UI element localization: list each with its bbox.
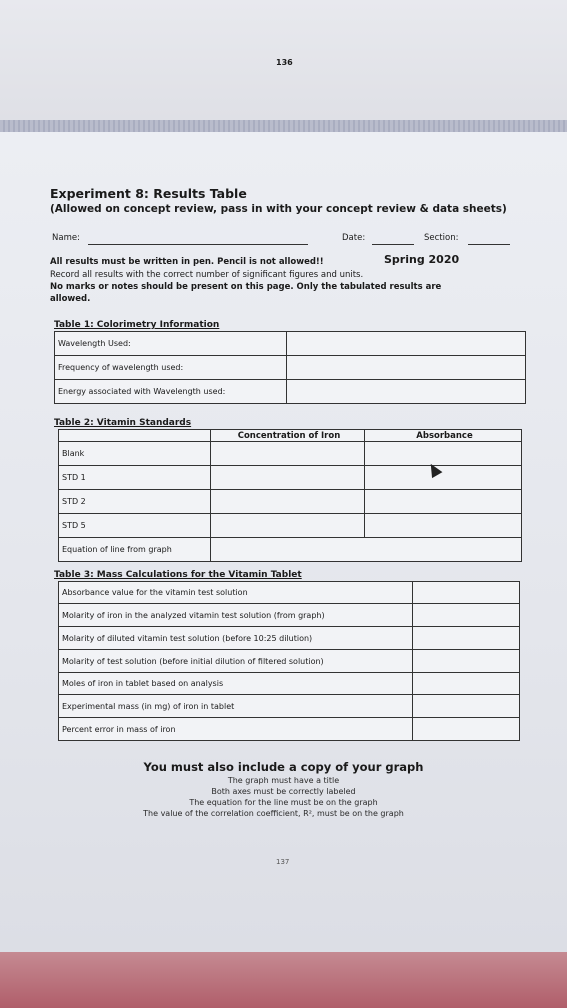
- table2-vitamin-standards: [58, 429, 522, 562]
- table-header: [59, 430, 211, 442]
- screen-band: [0, 120, 567, 132]
- table-row: [59, 582, 520, 604]
- page-subtitle: (Allowed on concept review, pass in with your concept review & data sheets): [50, 203, 507, 215]
- table-cell-input[interactable]: [211, 490, 365, 514]
- table-cell-input[interactable]: [365, 442, 522, 466]
- table-cell-label: Absorbance value for the vitamin test solution: [59, 582, 413, 604]
- table-header: Concentration of Iron: [211, 430, 365, 442]
- table-cell-input[interactable]: [365, 514, 522, 538]
- name-date-section-row: [52, 233, 522, 247]
- table-cell-input[interactable]: [365, 466, 522, 490]
- instruction-line: All results must be written in pen. Pencil is not allowed!!: [50, 257, 324, 267]
- table-cell-input[interactable]: [211, 538, 522, 562]
- table-cell-input[interactable]: [211, 442, 365, 466]
- name-field[interactable]: [88, 244, 308, 245]
- instruction-line: No marks or notes should be present on this page. Only the tabulated results are: [50, 282, 442, 292]
- table-cell-label: Percent error in mass of iron: [59, 718, 413, 741]
- table-cell-label: Blank: [59, 442, 211, 466]
- table-cell-label: Equation of line from graph: [59, 538, 211, 562]
- table-cell-input[interactable]: [413, 673, 520, 695]
- page-title: Experiment 8: Results Table: [50, 186, 247, 201]
- date-label: Date:: [342, 233, 366, 243]
- table-row: [55, 380, 526, 404]
- section-field[interactable]: [468, 244, 510, 245]
- table-row: [59, 695, 520, 718]
- table-cell-input[interactable]: [413, 695, 520, 718]
- table-cell-input[interactable]: [211, 514, 365, 538]
- table-header-row: [59, 430, 522, 442]
- page-number-bottom: 137: [276, 858, 290, 866]
- table-cell-input[interactable]: [413, 627, 520, 650]
- table-cell-label: Moles of iron in tablet based on analysis: [59, 673, 413, 695]
- date-field[interactable]: [372, 244, 414, 245]
- table-row: [59, 673, 520, 695]
- section-label: Section:: [424, 233, 459, 243]
- graph-requirement-line: The value of the correlation coefficient, R², must be on the graph: [143, 809, 404, 818]
- table-row: [55, 332, 526, 356]
- table-cell-label: Molarity of test solution (before initial dilution of filtered solution): [59, 650, 413, 673]
- table-cell-input[interactable]: [413, 604, 520, 627]
- table-cell-input[interactable]: [413, 718, 520, 741]
- page-number-top: 136: [276, 58, 293, 67]
- table-cell-input[interactable]: [211, 466, 365, 490]
- table-cell-label: Wavelength Used:: [55, 332, 287, 356]
- table-cell-input[interactable]: [413, 650, 520, 673]
- table-cell-label: STD 2: [59, 490, 211, 514]
- table-cell-input[interactable]: [287, 380, 526, 404]
- term-label: Spring 2020: [384, 253, 460, 266]
- table-cell-input[interactable]: [413, 582, 520, 604]
- table-cell-label: STD 1: [59, 466, 211, 490]
- table-row: [59, 490, 522, 514]
- graph-requirement-line: Both axes must be correctly labeled: [211, 787, 356, 796]
- table-row: [59, 466, 522, 490]
- name-label: Name:: [52, 233, 80, 243]
- table-cell-label: STD 5: [59, 514, 211, 538]
- table1-caption: Table 1: Colorimetry Information: [54, 320, 220, 330]
- instruction-line: Record all results with the correct number of significant figures and units.: [50, 270, 364, 280]
- table2-caption: Table 2: Vitamin Standards: [54, 418, 192, 428]
- table-row: [59, 538, 522, 562]
- graph-requirement-line: The graph must have a title: [227, 776, 340, 785]
- table3-mass-calculations: [58, 581, 520, 741]
- table-cell-input[interactable]: [287, 356, 526, 380]
- table-cell-input[interactable]: [287, 332, 526, 356]
- table-row: [59, 718, 520, 741]
- table3-caption: Table 3: Mass Calculations for the Vitamin Tablet: [54, 570, 302, 580]
- table-row: [59, 627, 520, 650]
- table1-colorimetry: [54, 331, 526, 404]
- table-row: [55, 356, 526, 380]
- table-cell-label: Molarity of iron in the analyzed vitamin test solution (from graph): [59, 604, 413, 627]
- graph-requirement-line: The equation for the line must be on the graph: [189, 798, 378, 807]
- instruction-line: allowed.: [50, 294, 91, 304]
- table-cell-label: Molarity of diluted vitamin test solution (before 10:25 dilution): [59, 627, 413, 650]
- table-row: [59, 442, 522, 466]
- table-cell-label: Frequency of wavelength used:: [55, 356, 287, 380]
- table-row: [59, 650, 520, 673]
- table-cell-label: Experimental mass (in mg) of iron in tablet: [59, 695, 413, 718]
- table-header: Absorbance: [365, 430, 522, 442]
- screen-bottom-band: [0, 952, 567, 1008]
- table-cell-label: Energy associated with Wavelength used:: [55, 380, 287, 404]
- graph-requirement-title: You must also include a copy of your graph: [143, 760, 424, 774]
- table-row: [59, 514, 522, 538]
- table-row: [59, 604, 520, 627]
- table-cell-input[interactable]: [365, 490, 522, 514]
